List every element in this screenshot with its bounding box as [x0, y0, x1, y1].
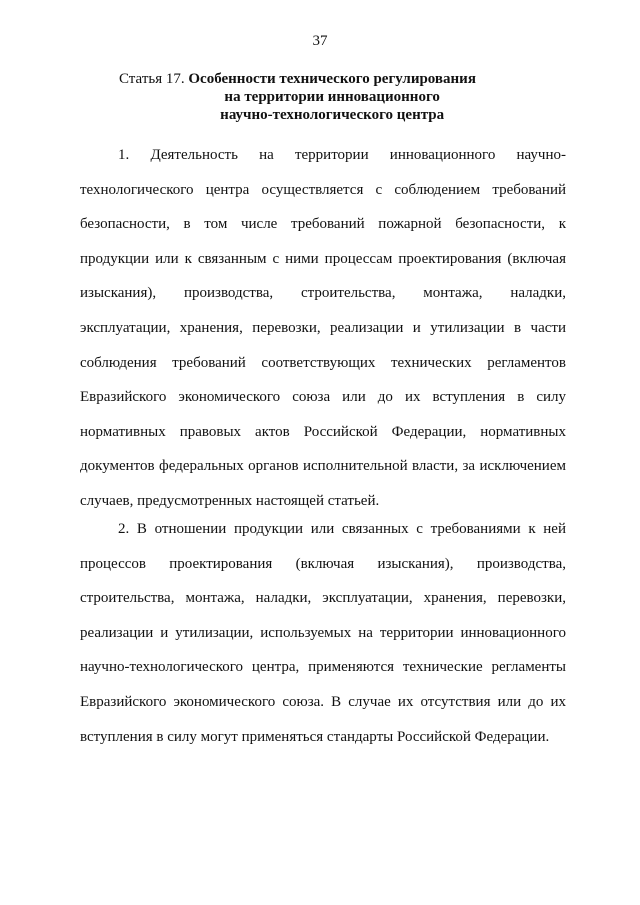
text-line: научно-технологического центра, применяются технические регламенты	[80, 659, 566, 676]
text-line: соблюдения требований соответствующих технических регламентов	[80, 354, 566, 371]
article-heading	[119, 70, 559, 124]
paragraph-2	[80, 512, 566, 754]
text-line: вступления в силу могут применяться стандарты Российской Федерации.	[80, 728, 550, 745]
text-line: строительства, монтажа, наладки, эксплуатации, хранения, перевозки,	[80, 590, 566, 607]
article-title-line: научно-технологического центра	[220, 107, 445, 123]
text-line: изыскания), производства, строительства, монтажа, наладки,	[80, 285, 566, 302]
text-line: 2. В отношении продукции или связанных с требованиями к ней	[118, 521, 566, 537]
text-line: случаев, предусмотренных настоящей статьей.	[80, 492, 380, 509]
text-line: технологического центра осуществляется с соблюдением требований	[80, 181, 566, 198]
text-line: эксплуатации, хранения, перевозки, реализации и утилизации в части	[80, 319, 566, 336]
text-line: процессов проектирования (включая изыскания), производства,	[80, 555, 566, 572]
article-title-line: на территории инновационного	[224, 89, 440, 105]
text-line: безопасности, в том числе требований пожарной безопасности, к	[80, 216, 566, 233]
article-label: Статья 17.	[119, 71, 185, 87]
text-line: Евразийского экономического союза. В случае их отсутствия или до их	[80, 693, 566, 710]
text-line: реализации и утилизации, используемых на территории инновационного	[80, 624, 566, 641]
page-number: 37	[312, 33, 328, 49]
article-title-line: Особенности технического регулирования	[188, 71, 476, 87]
paragraph-1	[80, 138, 566, 519]
text-line: 1. Деятельность на территории инновационного научно-	[118, 147, 566, 163]
text-line: документов федеральных органов исполнительной власти, за исключением	[80, 458, 566, 475]
text-line: нормативных правовых актов Российской Федерации, нормативных	[80, 423, 566, 440]
article-title	[188, 70, 476, 124]
text-line: Евразийского экономического союза или до их вступления в силу	[80, 389, 566, 406]
text-line: продукции или к связанным с ними процессам проектирования (включая	[80, 250, 566, 267]
